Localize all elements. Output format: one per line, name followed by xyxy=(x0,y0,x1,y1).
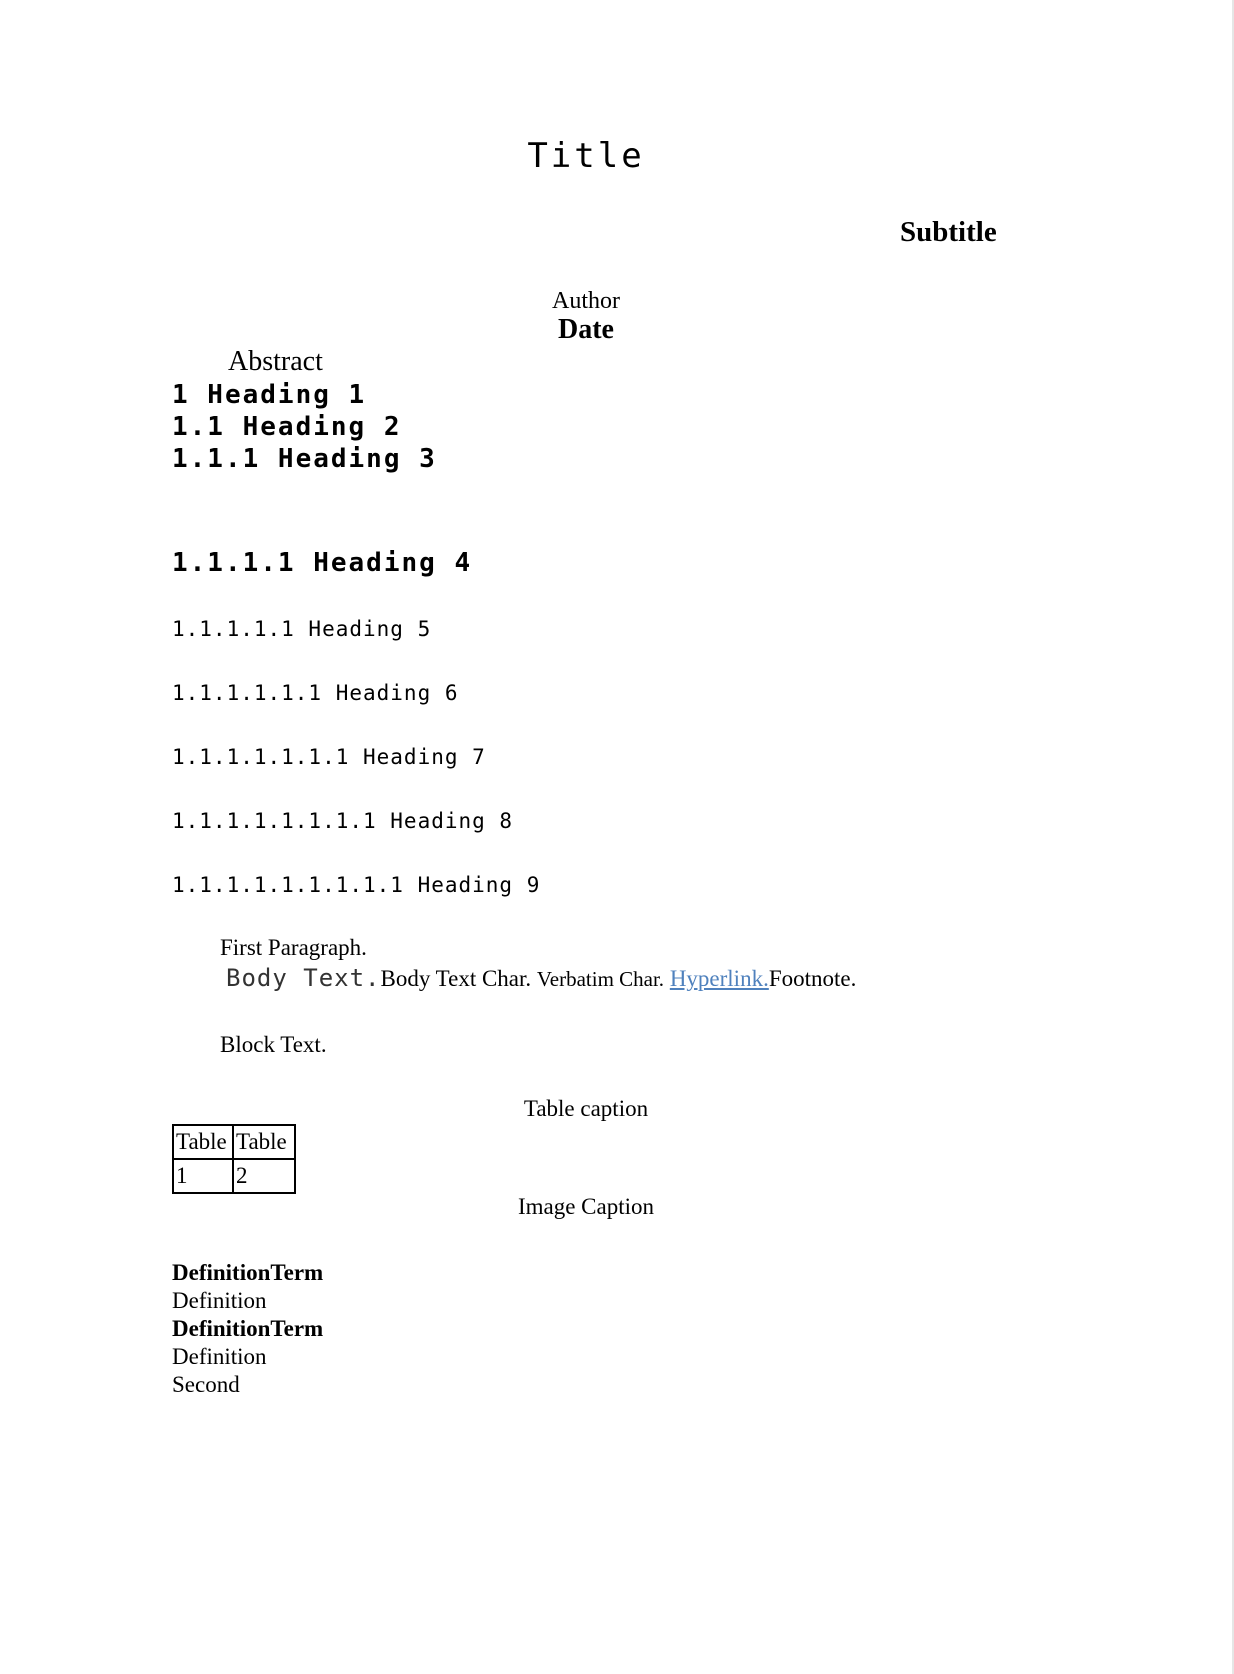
body-text: Body Text. xyxy=(226,964,381,992)
heading-6: 1.1.1.1.1.1 Heading 6 xyxy=(172,681,459,705)
hyperlink[interactable]: Hyperlink. xyxy=(669,966,769,991)
definition: Definition xyxy=(172,1288,267,1313)
table-cell: 1 xyxy=(173,1159,233,1193)
document-author: Author xyxy=(552,288,620,314)
data-table xyxy=(172,1124,296,1194)
document-date: Date xyxy=(558,314,614,345)
definition: Second xyxy=(172,1372,240,1397)
heading-7: 1.1.1.1.1.1.1 Heading 7 xyxy=(172,745,486,769)
heading-3: 1.1.1 Heading 3 xyxy=(172,444,437,474)
table-header-cell: Table xyxy=(173,1125,233,1159)
document-title: Title xyxy=(527,136,645,176)
heading-9: 1.1.1.1.1.1.1.1.1 Heading 9 xyxy=(172,873,541,897)
table-row xyxy=(173,1159,295,1193)
first-paragraph: First Paragraph. xyxy=(220,935,367,960)
table-header-cell: Table xyxy=(233,1125,295,1159)
heading-5: 1.1.1.1.1 Heading 5 xyxy=(172,617,432,641)
body-text-paragraph xyxy=(226,964,856,992)
heading-1: 1 Heading 1 xyxy=(172,380,367,410)
abstract: Abstract xyxy=(228,346,323,377)
definition-term: DefinitionTerm xyxy=(172,1316,324,1341)
verbatim-char: Verbatim Char. xyxy=(536,967,665,991)
definition-term: DefinitionTerm xyxy=(172,1260,324,1285)
document-subtitle: Subtitle xyxy=(900,216,997,248)
definition: Definition xyxy=(172,1344,267,1369)
heading-2: 1.1 Heading 2 xyxy=(172,412,402,442)
table-cell: 2 xyxy=(233,1159,295,1193)
footnote-text: Footnote. xyxy=(768,966,857,991)
body-text-char: Body Text Char. xyxy=(380,966,532,991)
heading-8: 1.1.1.1.1.1.1.1 Heading 8 xyxy=(172,809,514,833)
image-caption: Image Caption xyxy=(517,1194,655,1219)
table-header-row xyxy=(173,1125,295,1159)
heading-4: 1.1.1.1 Heading 4 xyxy=(172,548,473,578)
block-text: Block Text. xyxy=(220,1032,327,1057)
table-caption: Table caption xyxy=(523,1096,649,1121)
